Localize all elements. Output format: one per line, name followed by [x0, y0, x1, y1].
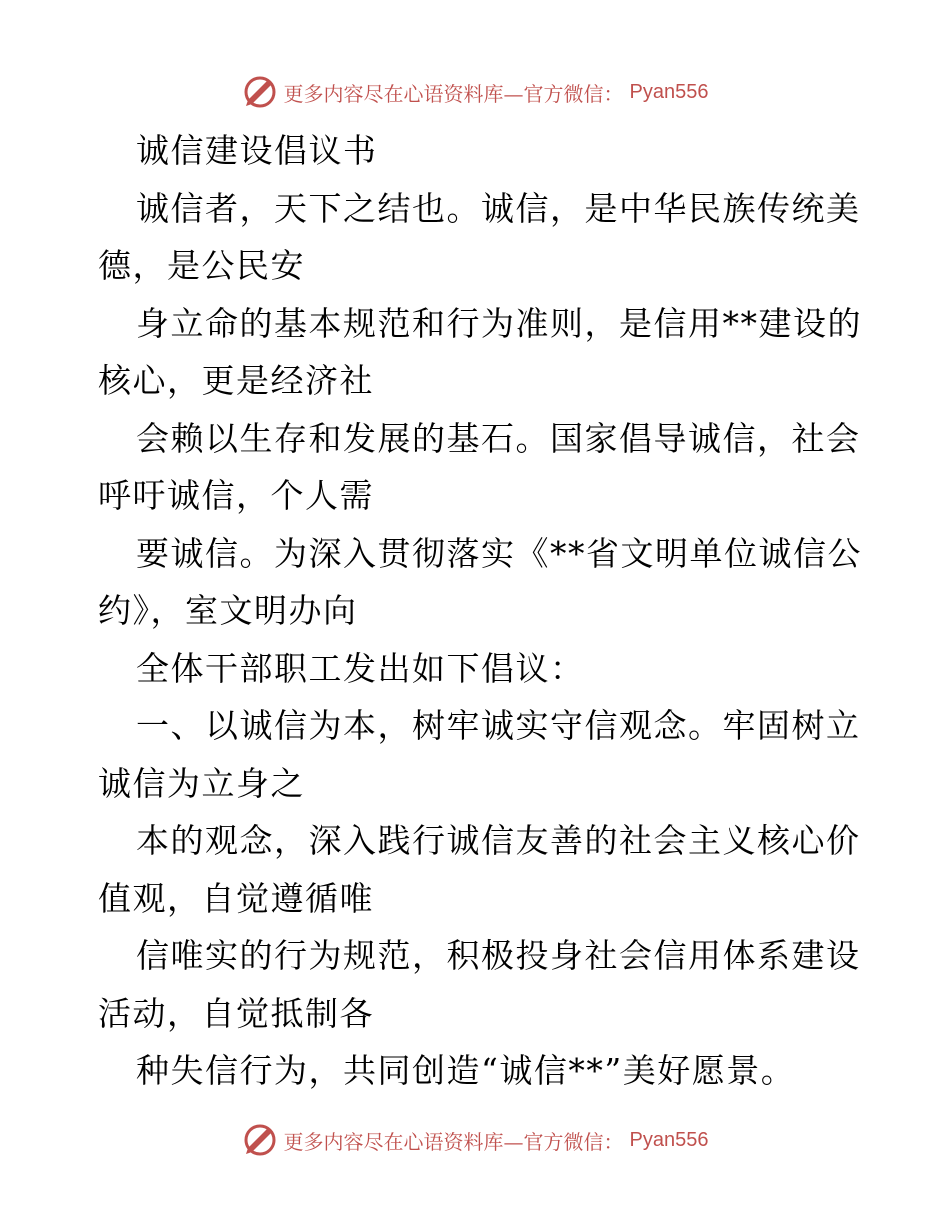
- watermark-id: Pyan556: [629, 1128, 709, 1151]
- text-line: 呼吁诚信，个人需: [98, 476, 374, 515]
- watermark-text: 更多内容尽在心语资料库—官方微信：: [283, 81, 624, 106]
- text-line: 约》，室文明办向: [98, 591, 358, 630]
- text-line: 要诚信。为深入贯彻落实《**省文明单位诚信公: [136, 533, 862, 573]
- text-line: 核心，更是经济社: [98, 361, 374, 400]
- text-line: 诚信者，天下之结也。诚信，是中华民族传统美: [136, 188, 861, 228]
- text-line: 德，是公民安: [98, 246, 305, 285]
- pen-seal-icon: [242, 74, 278, 110]
- text-line: 身立命的基本规范和行为准则，是信用**建设的: [136, 303, 862, 343]
- document-title: 诚信建设倡议书: [136, 131, 378, 170]
- text-line: 会赖以生存和发展的基石。国家倡导诚信，社会: [136, 418, 861, 458]
- text-line: 一、以诚信为本，树牢诚实守信观念。牢固树立: [136, 706, 861, 745]
- watermark-id: Pyan556: [629, 80, 709, 103]
- text-line: 活动，自觉抵制各: [98, 993, 374, 1033]
- text-line: 本的观念，深入践行诚信友善的社会主义核心价: [136, 821, 861, 860]
- pen-seal-icon: [242, 1122, 278, 1158]
- text-line: 信唯实的行为规范，积极投身社会信用体系建设: [136, 936, 861, 975]
- watermark-text: 更多内容尽在心语资料库—官方微信：: [283, 1129, 624, 1154]
- text-line: 种失信行为，共同创造“诚信**”美好愿景。: [136, 1051, 796, 1090]
- document-body: [98, 122, 862, 1100]
- text-line: 全体干部职工发出如下倡议：: [136, 648, 585, 688]
- text-line: 值观，自觉遵循唯: [98, 878, 374, 918]
- text-line: 诚信为立身之: [98, 763, 305, 803]
- footer-watermark: [0, 1120, 950, 1160]
- header-watermark: [0, 72, 950, 112]
